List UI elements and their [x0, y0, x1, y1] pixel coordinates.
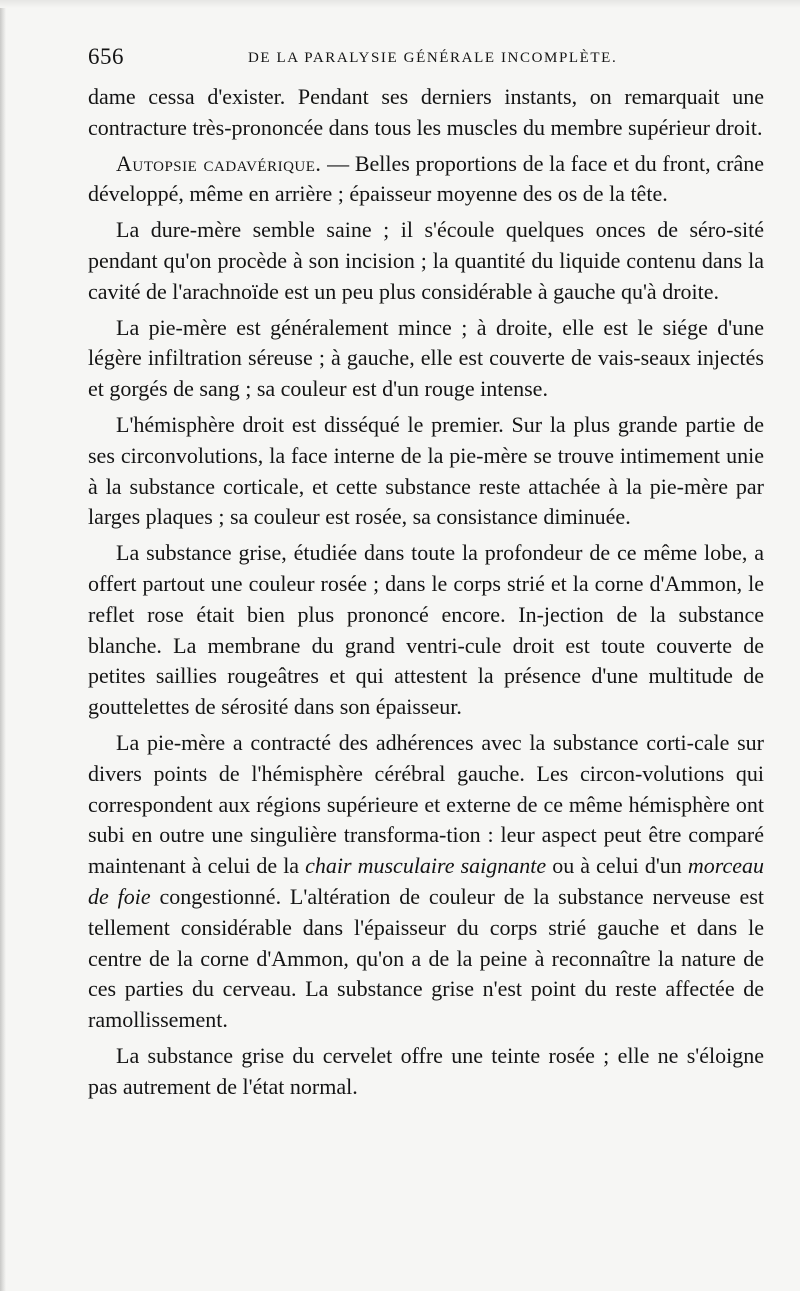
body-text: [88, 82, 764, 1108]
paragraph-dura-mater: [88, 215, 764, 307]
page-edge-shadow: [0, 0, 6, 1291]
paragraph-text: La dure-mère semble saine ; il s'écoule quelques onces de séro-sité pendant qu'on procède à son incision ; la quantité du liquide contenu dans la cavité de l'arachnoïde est un peu plus considérable à gauche qu'à droite.: [88, 217, 764, 304]
paragraph-cerebellum: [88, 1041, 764, 1103]
paragraph-grey-substance: [88, 538, 764, 723]
running-title: DE LA PARALYSIE GÉNÉRALE INCOMPLÈTE.: [248, 50, 618, 66]
paragraph-text: La substance grise du cervelet offre une teinte rosée ; elle ne s'éloigne pas autrement de l'état normal.: [88, 1042, 764, 1099]
italic-phrase-foie: morceau de foie: [88, 853, 765, 909]
paragraph-right-hemisphere: [88, 410, 764, 533]
italic-phrase-chair: chair musculaire saignante: [305, 853, 547, 879]
paragraph-left-hemisphere: [88, 728, 764, 1036]
page-number: 656: [88, 44, 124, 69]
paragraph-text: La substance grise, étudiée dans toute la profondeur de ce même lobe, a offert partout une couleur rosée ; dans le corps strié et la corne d'Ammon, le reflet rose était bien plus prononcé encore. In-jection de la substance blanche. La membrane du grand ventri-cule droit est toute couverte de petites saillies rougeâtres et qui attestent la présence d'une multitude de gouttelettes de sérosité dans son épaisseur.: [88, 540, 764, 720]
paragraph-text: dame cessa d'exister. Pendant ses derniers instants, on remarquait une contracture très-prononcée dans tous les muscles du membre supérieur droit.: [88, 84, 764, 140]
paragraph-text: La pie-mère a contracté des adhérences avec la substance corti-cale sur divers points de l'hémisphère cérébral gauche. Les circon-volutions qui correspondent aux régions supérieure et externe de ce même hémisphère ont subi en outre une singulière transforma-tion : leur aspect peut être comparé maintenant à celui de la: [88, 729, 764, 879]
paragraph-text: L'hémisphère droit est disséqué le premier. Sur la plus grande partie de ses circonvolutions, la face interne de la pie-mère se trouve intimement unie à la substance corticale, et cette substance reste attachée à la pie-mère par larges plaques ; sa couleur est rosée, sa consistance diminuée.: [88, 411, 764, 530]
running-header: [88, 40, 764, 80]
paragraph-continuation: [88, 82, 764, 144]
paragraph-pia-mater: [88, 313, 764, 405]
paragraph-text: La pie-mère est généralement mince ; à droite, elle est le siége d'une légère infiltration séreuse ; à gauche, elle est couverte de vais-seaux injectés et gorgés de sang ; sa couleur est d'un rouge intense.: [88, 314, 764, 402]
paragraph-text: — Belles proportions de la face et du front, crâne développé, même en arrière ; épaisseur moyenne des os de la tête.: [88, 150, 765, 207]
paragraph-autopsy: [88, 149, 764, 211]
paragraph-text: congestionné. L'altération de couleur de la substance nerveuse est tellement considérable dans l'épaisseur du corps strié gauche et dans le centre de la corne d'Ammon, qu'on a de la peine à reconnaître la nature de ces parties du cerveau. La substance grise n'est point du reste affectée de ramollissement.: [88, 883, 764, 1033]
section-heading-autopsy: Autopsie cadavérique.: [116, 150, 322, 176]
page-top-margin: [0, 0, 800, 8]
paragraph-text: ou à celui d'un: [546, 853, 688, 879]
